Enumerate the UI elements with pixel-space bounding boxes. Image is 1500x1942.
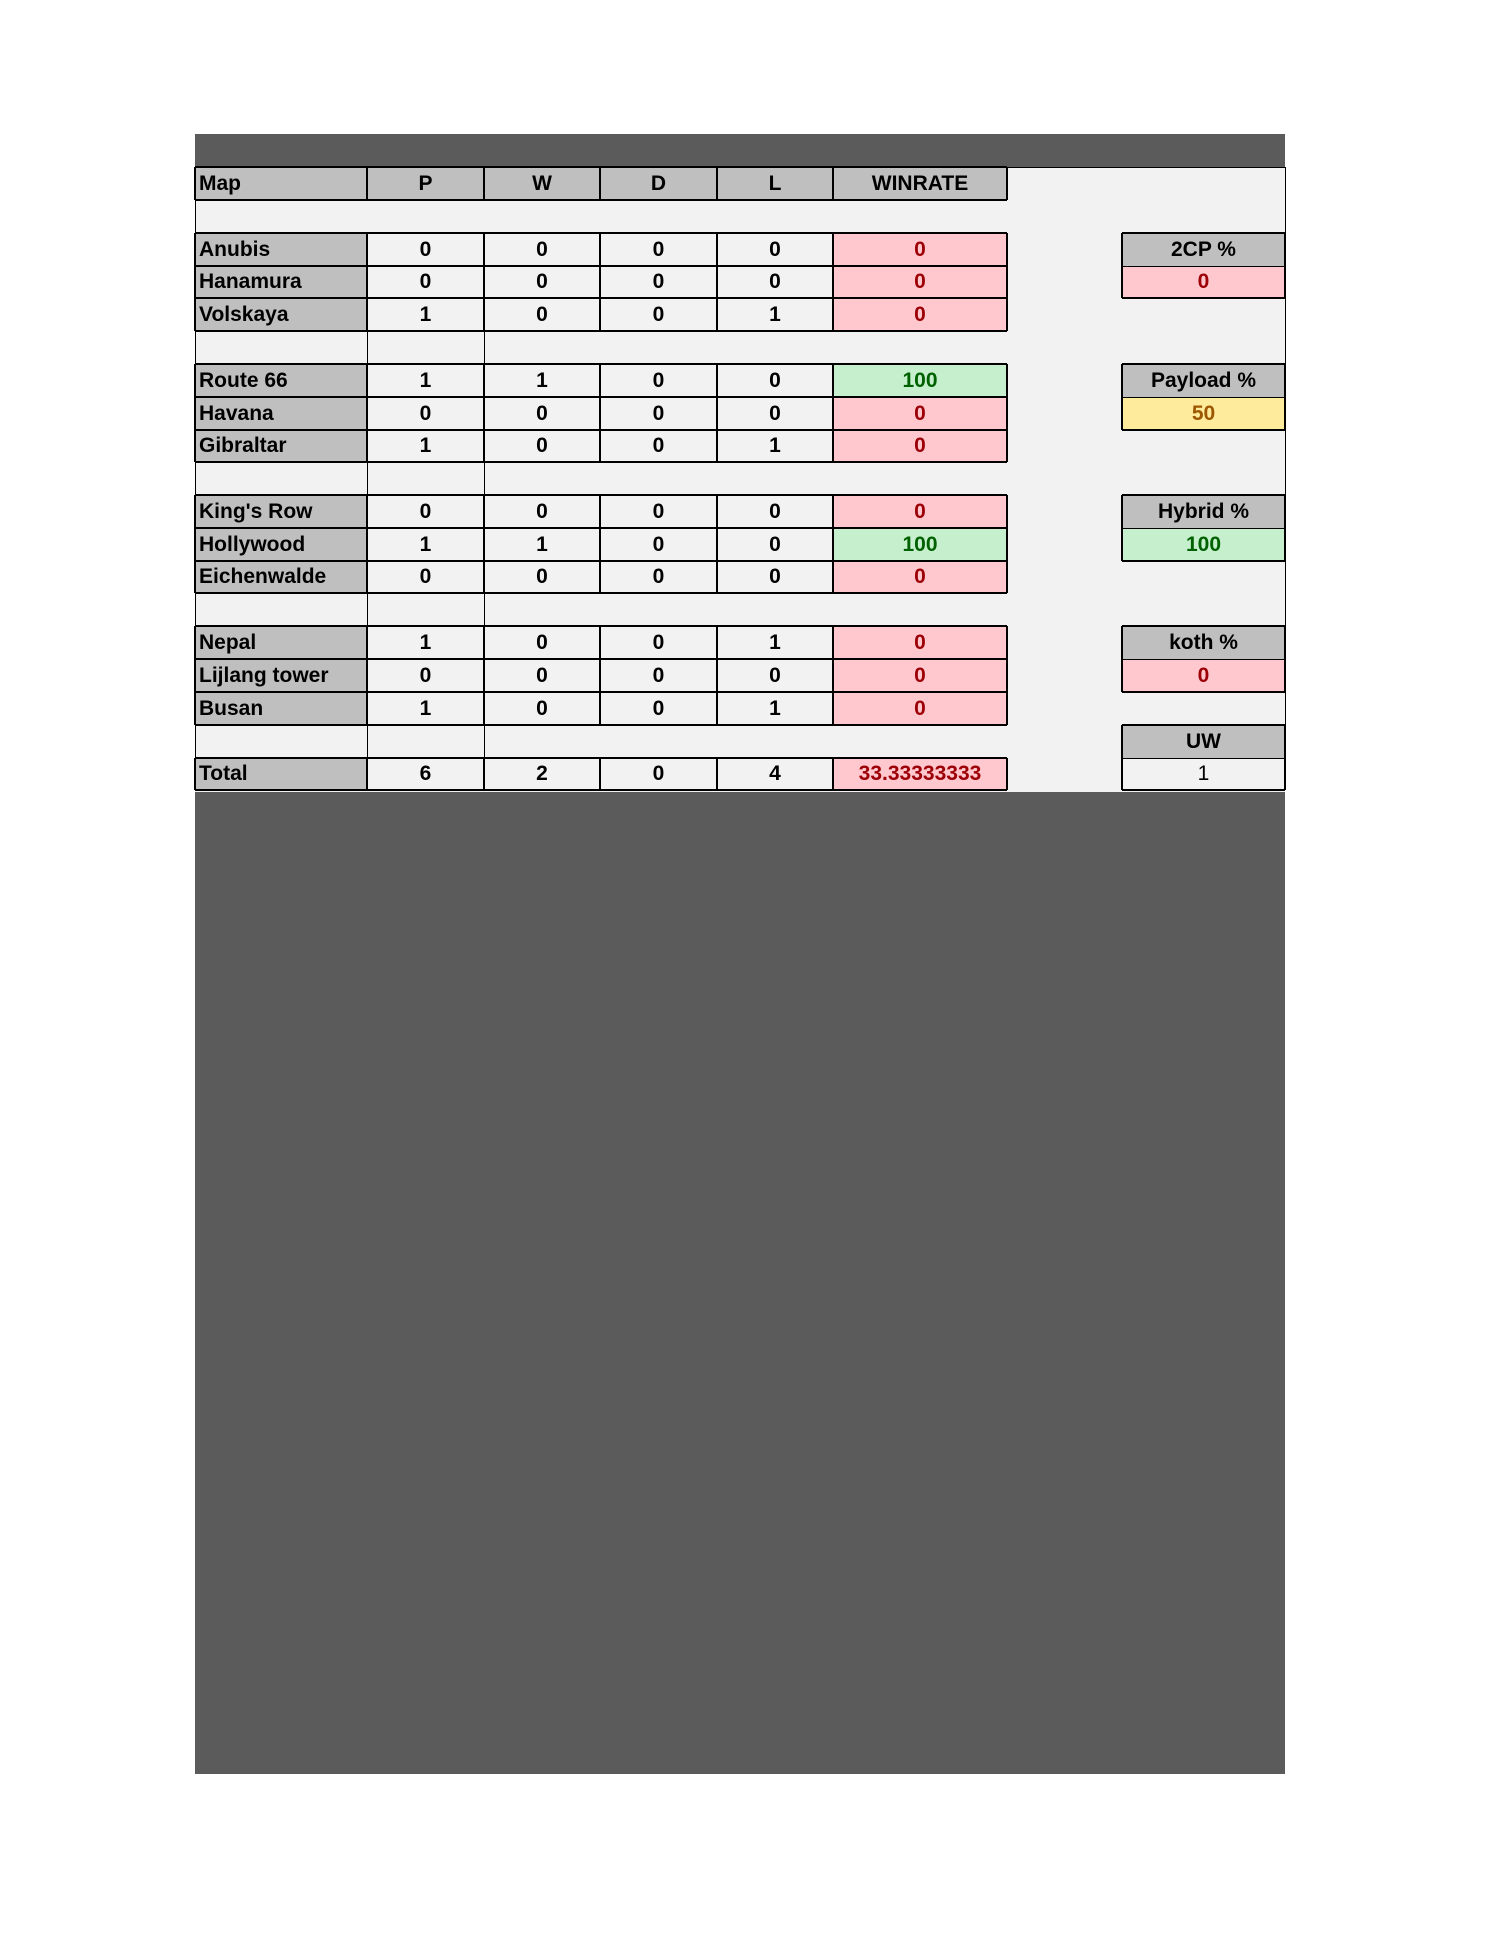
winrate-cell[interactable]: 0 [833,626,1007,659]
stat-cell-p[interactable]: 1 [367,626,484,659]
gridline [483,626,485,725]
gridline [195,625,1007,627]
stat-cell-w[interactable]: 0 [484,659,600,692]
stat-cell-p[interactable]: 0 [367,495,484,528]
gridline [1122,758,1285,759]
gridline [483,495,485,593]
gridline [195,691,1007,693]
stat-cell-l[interactable]: 0 [717,266,833,298]
stat-cell-d[interactable]: 0 [600,298,717,331]
stat-cell-l[interactable]: 1 [717,298,833,331]
gridline [716,758,718,790]
gridline [195,757,1007,759]
gridline [195,330,1007,332]
gridline [1121,725,1123,790]
stat-cell-d[interactable]: 0 [600,692,717,725]
map-name-cell[interactable]: Busan [195,692,367,725]
gridline [599,167,601,200]
gridline [1122,397,1285,398]
gridline [195,396,1007,398]
winrate-cell[interactable]: 100 [833,364,1007,397]
stat-cell-d[interactable]: 0 [600,364,717,397]
map-name-cell[interactable]: Anubis [195,233,367,266]
gridline [1122,789,1285,791]
winrate-cell[interactable]: 0 [833,397,1007,430]
stat-cell-l[interactable]: 0 [717,233,833,266]
summary-value[interactable]: 100 [1122,528,1285,561]
gridline [484,725,485,758]
gridline [195,560,1007,562]
gridline [195,167,1285,168]
gridline [1122,625,1285,627]
stat-cell-l[interactable]: 0 [717,495,833,528]
winrate-cell[interactable]: 0 [833,561,1007,593]
stat-cell-p[interactable]: 0 [367,266,484,298]
gridline [716,233,718,331]
gridline [1122,363,1285,365]
map-name-cell[interactable]: Nepal [195,626,367,659]
stat-cell-d[interactable]: 0 [600,626,717,659]
stat-cell-p[interactable]: 1 [367,692,484,725]
stat-cell-l[interactable]: 0 [717,561,833,593]
summary-label[interactable]: koth % [1122,626,1285,659]
gridline [832,495,834,593]
stat-cell-p[interactable]: 0 [367,397,484,430]
gridline [483,364,485,462]
gridline [195,199,1007,201]
gridline [1121,233,1123,298]
column-header-w[interactable]: W [484,167,600,200]
gridline [366,233,368,331]
gridline [832,233,834,331]
gridline [195,265,1007,267]
gridline [832,167,834,200]
winrate-cell[interactable]: 0 [833,495,1007,528]
gridline [1122,528,1285,529]
stat-cell-w[interactable]: 0 [484,495,600,528]
gridline [195,297,1007,299]
stat-cell-d[interactable]: 0 [600,528,717,561]
summary-value[interactable]: 0 [1122,659,1285,692]
gridline [195,429,1007,431]
map-name-cell[interactable]: Hanamura [195,266,367,298]
gridline [599,758,601,790]
gridline [195,789,1007,791]
stat-cell-l[interactable]: 4 [717,758,833,790]
gridline [195,232,1007,234]
gridline [195,461,1007,463]
gridline [484,593,485,626]
stat-cell-p[interactable]: 0 [367,233,484,266]
stat-cell-w[interactable]: 0 [484,692,600,725]
stat-cell-l[interactable]: 1 [717,626,833,659]
gridline [1121,495,1123,561]
stat-cell-p[interactable]: 6 [367,758,484,790]
gridline [599,233,601,331]
stat-cell-l[interactable]: 0 [717,364,833,397]
summary-label[interactable]: 2CP % [1122,233,1285,266]
stat-cell-p[interactable]: 1 [367,364,484,397]
winrate-cell[interactable]: 0 [833,233,1007,266]
gridline [716,495,718,593]
map-name-cell[interactable]: Route 66 [195,364,367,397]
stat-cell-d[interactable]: 0 [600,397,717,430]
map-name-cell[interactable]: King's Row [195,495,367,528]
stat-cell-l[interactable]: 0 [717,659,833,692]
gridline [366,167,368,200]
stat-cell-l[interactable]: 1 [717,430,833,462]
gridline [1122,724,1285,726]
stat-cell-d[interactable]: 0 [600,659,717,692]
winrate-cell[interactable]: 0 [833,430,1007,462]
stat-cell-p[interactable]: 0 [367,659,484,692]
stat-cell-w[interactable]: 0 [484,430,600,462]
gridline [716,167,718,200]
gridline [1122,232,1285,234]
gridline [1006,758,1008,790]
gridline [599,626,601,725]
gridline [366,495,368,593]
winrate-cell[interactable]: 0 [833,298,1007,331]
gridline [195,658,1007,660]
stat-cell-w[interactable]: 0 [484,561,600,593]
gridline [1122,560,1285,562]
stat-cell-l[interactable]: 0 [717,528,833,561]
gridline [483,233,485,331]
summary-value[interactable]: 0 [1122,266,1285,298]
gridline [716,364,718,462]
gridline [1006,364,1008,462]
gridline [195,167,196,790]
stat-cell-w[interactable]: 1 [484,528,600,561]
map-name-cell[interactable]: Eichenwalde [195,561,367,593]
gridline [367,725,368,758]
gridline [367,593,368,626]
column-header-l[interactable]: L [717,167,833,200]
gridline [367,331,368,364]
stat-cell-w[interactable]: 0 [484,298,600,331]
uw-label[interactable]: UW [1122,725,1285,758]
gridline [1122,297,1285,299]
stat-cell-d[interactable]: 0 [600,495,717,528]
gridline [195,527,1007,529]
column-header-map[interactable]: Map [195,167,367,200]
gridline [1122,429,1285,431]
gridline [1006,167,1008,200]
gridline [599,364,601,462]
gridline [1122,691,1285,693]
winrate-cell[interactable]: 0 [833,692,1007,725]
gridline [366,758,368,790]
gridline [484,462,485,495]
gridline [1122,494,1285,496]
winrate-cell[interactable]: 0 [833,266,1007,298]
stat-cell-d[interactable]: 0 [600,561,717,593]
gridline [1121,626,1123,692]
gridline [1006,626,1008,725]
map-name-cell[interactable]: Lijlang tower [195,659,367,692]
map-name-cell[interactable]: Gibraltar [195,430,367,462]
gridline [716,626,718,725]
gridline [599,495,601,593]
summary-label[interactable]: Payload % [1122,364,1285,397]
gridline [367,462,368,495]
gridline [366,364,368,462]
map-name-cell[interactable]: Total [195,758,367,790]
gridline [483,167,485,200]
gridline [195,494,1007,496]
stat-cell-w[interactable]: 0 [484,266,600,298]
gridline [832,364,834,462]
stat-cell-d[interactable]: 0 [600,430,717,462]
gridline [1122,266,1285,267]
gridline [195,363,1007,365]
stat-cell-w[interactable]: 1 [484,364,600,397]
gridline [483,758,485,790]
gridline [1122,659,1285,660]
gridline [1006,233,1008,331]
stat-cell-p[interactable]: 1 [367,298,484,331]
stat-cell-w[interactable]: 2 [484,758,600,790]
stat-cell-l[interactable]: 0 [717,397,833,430]
stat-cell-p[interactable]: 1 [367,528,484,561]
column-header-d[interactable]: D [600,167,717,200]
stat-cell-l[interactable]: 1 [717,692,833,725]
map-name-cell[interactable]: Volskaya [195,298,367,331]
stat-cell-p[interactable]: 0 [367,561,484,593]
gridline [195,724,1007,726]
winrate-cell[interactable]: 0 [833,659,1007,692]
gridline [832,758,834,790]
map-name-cell[interactable]: Havana [195,397,367,430]
stat-cell-w[interactable]: 0 [484,626,600,659]
stat-cell-p[interactable]: 1 [367,430,484,462]
map-name-cell[interactable]: Hollywood [195,528,367,561]
stat-cell-w[interactable]: 0 [484,397,600,430]
column-header-winrate[interactable]: WINRATE [833,167,1007,200]
uw-value[interactable]: 1 [1197,762,1210,785]
gridline [195,592,1007,594]
stat-cell-d[interactable]: 0 [600,758,717,790]
winrate-cell[interactable]: 33.33333333 [833,758,1007,790]
summary-label[interactable]: Hybrid % [1122,495,1285,528]
gridline [832,626,834,725]
stat-cell-d[interactable]: 0 [600,233,717,266]
gridline [1285,167,1286,790]
gridline [366,626,368,725]
gridline [484,331,485,364]
column-header-p[interactable]: P [367,167,484,200]
stat-cell-w[interactable]: 0 [484,233,600,266]
winrate-cell[interactable]: 100 [833,528,1007,561]
gridline [1006,495,1008,593]
gridline [1121,364,1123,430]
summary-value[interactable]: 50 [1122,397,1285,430]
stat-cell-d[interactable]: 0 [600,266,717,298]
